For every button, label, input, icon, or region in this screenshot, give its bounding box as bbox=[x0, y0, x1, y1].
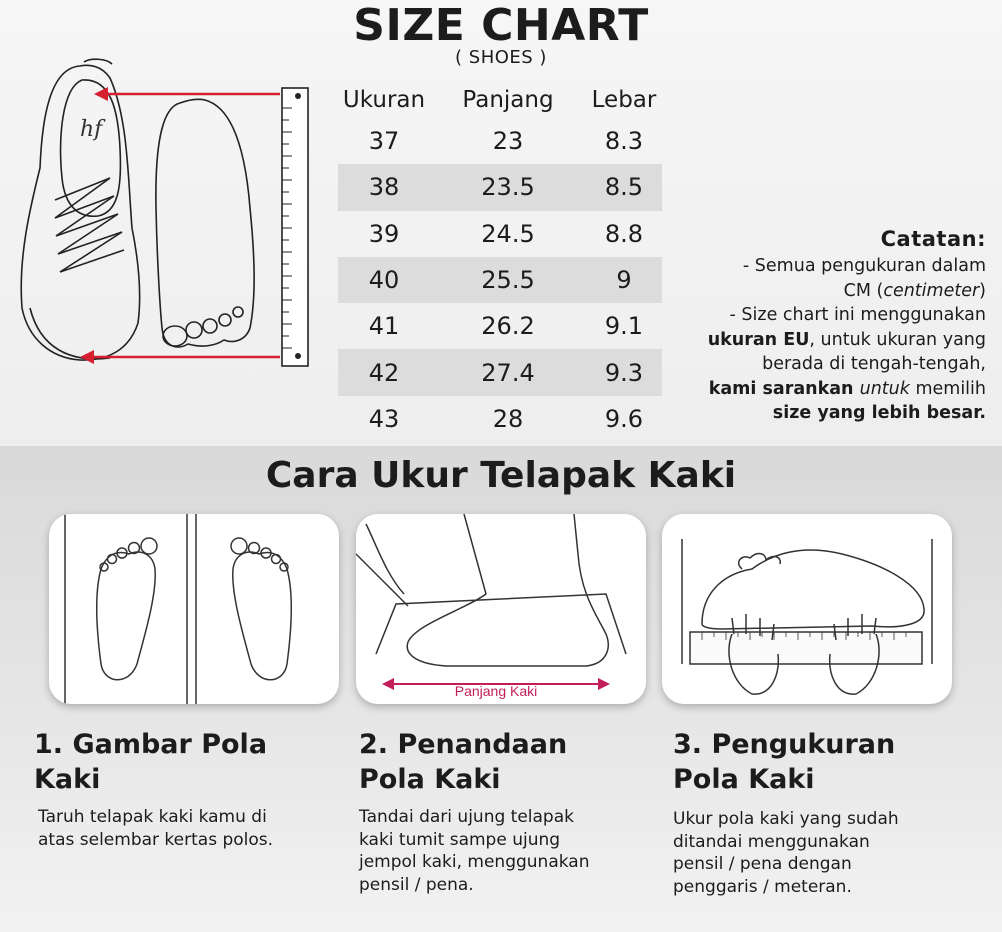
notes-block bbox=[666, 224, 986, 426]
step-desc-line: pensil / pena dengan bbox=[673, 854, 852, 874]
width-cell: 9.3 bbox=[604, 358, 644, 387]
step-desc-line: atas selembar kertas polos. bbox=[38, 829, 274, 850]
step-desc-line: Taruh telapak kaki kamu di bbox=[38, 807, 267, 827]
column-header-panjang: Panjang bbox=[462, 87, 554, 113]
length-cell: 24.5 bbox=[481, 219, 535, 248]
width-cell: 8.3 bbox=[604, 127, 644, 156]
length-cell: 25.5 bbox=[481, 266, 535, 295]
page-title: SIZE CHART bbox=[353, 0, 649, 51]
size-cell: 41 bbox=[368, 312, 400, 341]
page-subtitle: ( SHOES ) bbox=[455, 47, 547, 68]
table-row bbox=[338, 396, 662, 442]
note-text: , untuk ukuran yang bbox=[809, 329, 986, 350]
note-line: - Semua pengukuran dalam bbox=[742, 256, 986, 276]
note-line: berada di tengah-tengah, bbox=[762, 354, 986, 374]
length-cell: 27.4 bbox=[481, 358, 535, 387]
table-header bbox=[338, 82, 662, 118]
step-1-title bbox=[34, 727, 334, 797]
step-3-card bbox=[662, 514, 952, 704]
step-desc-line: kaki tumit sampe ujung bbox=[359, 829, 561, 850]
table-row bbox=[338, 349, 662, 395]
step-title-line: Kaki bbox=[34, 764, 101, 795]
shoe-measure-illustration bbox=[10, 58, 320, 378]
notes-heading: Catatan: bbox=[880, 227, 986, 251]
step-1-description bbox=[38, 806, 338, 851]
note-italic: centimeter bbox=[883, 280, 980, 301]
note-line bbox=[666, 328, 986, 353]
column-header-ukuran: Ukuran bbox=[342, 87, 426, 113]
step-2-description bbox=[359, 806, 659, 896]
step-desc-line: ditandai menggunakan bbox=[673, 831, 870, 852]
length-cell: 23 bbox=[492, 127, 524, 156]
shoe-icon bbox=[21, 59, 139, 360]
note-text: CM ( bbox=[843, 280, 884, 301]
note-line bbox=[666, 377, 986, 402]
note-bold: kami sarankan bbox=[708, 378, 860, 399]
size-cell: 40 bbox=[368, 266, 400, 295]
note-line bbox=[666, 279, 986, 304]
note-italic: untuk bbox=[859, 378, 910, 399]
size-cell: 43 bbox=[368, 404, 400, 433]
step-title-line: Pola Kaki bbox=[673, 764, 815, 795]
step-desc-line: penggaris / meteran. bbox=[673, 876, 852, 897]
foot-outline-icon bbox=[49, 514, 339, 704]
step-desc-line: jempol kaki, menggunakan bbox=[359, 852, 590, 872]
width-cell: 9.1 bbox=[604, 312, 644, 341]
table-row bbox=[338, 303, 662, 349]
width-cell: 9 bbox=[616, 266, 632, 295]
ruler-icon bbox=[282, 88, 308, 366]
length-cell: 26.2 bbox=[481, 312, 535, 341]
step-1-card bbox=[49, 514, 339, 704]
note-bold: size yang lebih besar. bbox=[772, 403, 986, 423]
width-cell: 8.8 bbox=[604, 219, 644, 248]
step-3-title bbox=[673, 727, 973, 797]
step-2-card bbox=[356, 514, 646, 704]
length-cell: 28 bbox=[492, 404, 524, 433]
width-cell: 8.5 bbox=[604, 173, 644, 202]
note-line bbox=[666, 401, 986, 426]
step-title-line: 2. Penandaan bbox=[359, 729, 568, 760]
note-line: - Size chart ini menggunakan bbox=[729, 305, 986, 325]
table-row bbox=[338, 164, 662, 210]
step-2-title bbox=[359, 727, 659, 797]
figure-label: Panjang Kaki bbox=[454, 683, 538, 699]
size-cell: 38 bbox=[368, 173, 400, 202]
step-title-line: 3. Pengukuran bbox=[673, 729, 896, 760]
step-desc-line: pensil / pena. bbox=[359, 874, 474, 895]
size-cell: 37 bbox=[368, 127, 400, 156]
foot-tracing-icon bbox=[356, 514, 646, 704]
hands-ruler-icon bbox=[662, 514, 952, 704]
svg-text:hf: hf bbox=[80, 117, 103, 142]
table-row bbox=[338, 118, 662, 164]
width-cell: 9.6 bbox=[604, 404, 644, 433]
step-desc-line: Ukur pola kaki yang sudah bbox=[673, 809, 899, 829]
length-cell: 23.5 bbox=[481, 173, 535, 202]
step-3-description bbox=[673, 808, 973, 898]
note-bold: ukuran EU bbox=[707, 329, 810, 350]
size-cell: 39 bbox=[368, 219, 400, 248]
note-text: memilih bbox=[909, 378, 986, 399]
step-title-line: Pola Kaki bbox=[359, 764, 501, 795]
step-title-line: 1. Gambar Pola bbox=[34, 729, 268, 760]
foot-icon bbox=[156, 99, 254, 347]
size-table bbox=[338, 82, 662, 442]
size-cell: 42 bbox=[368, 358, 400, 387]
table-row bbox=[338, 211, 662, 257]
how-to-title: Cara Ukur Telapak Kaki bbox=[265, 455, 737, 496]
step-desc-line: Tandai dari ujung telapak bbox=[359, 807, 574, 827]
note-text: ) bbox=[979, 280, 986, 301]
table-row bbox=[338, 257, 662, 303]
measure-arrows bbox=[80, 87, 280, 364]
column-header-lebar: Lebar bbox=[591, 87, 657, 113]
